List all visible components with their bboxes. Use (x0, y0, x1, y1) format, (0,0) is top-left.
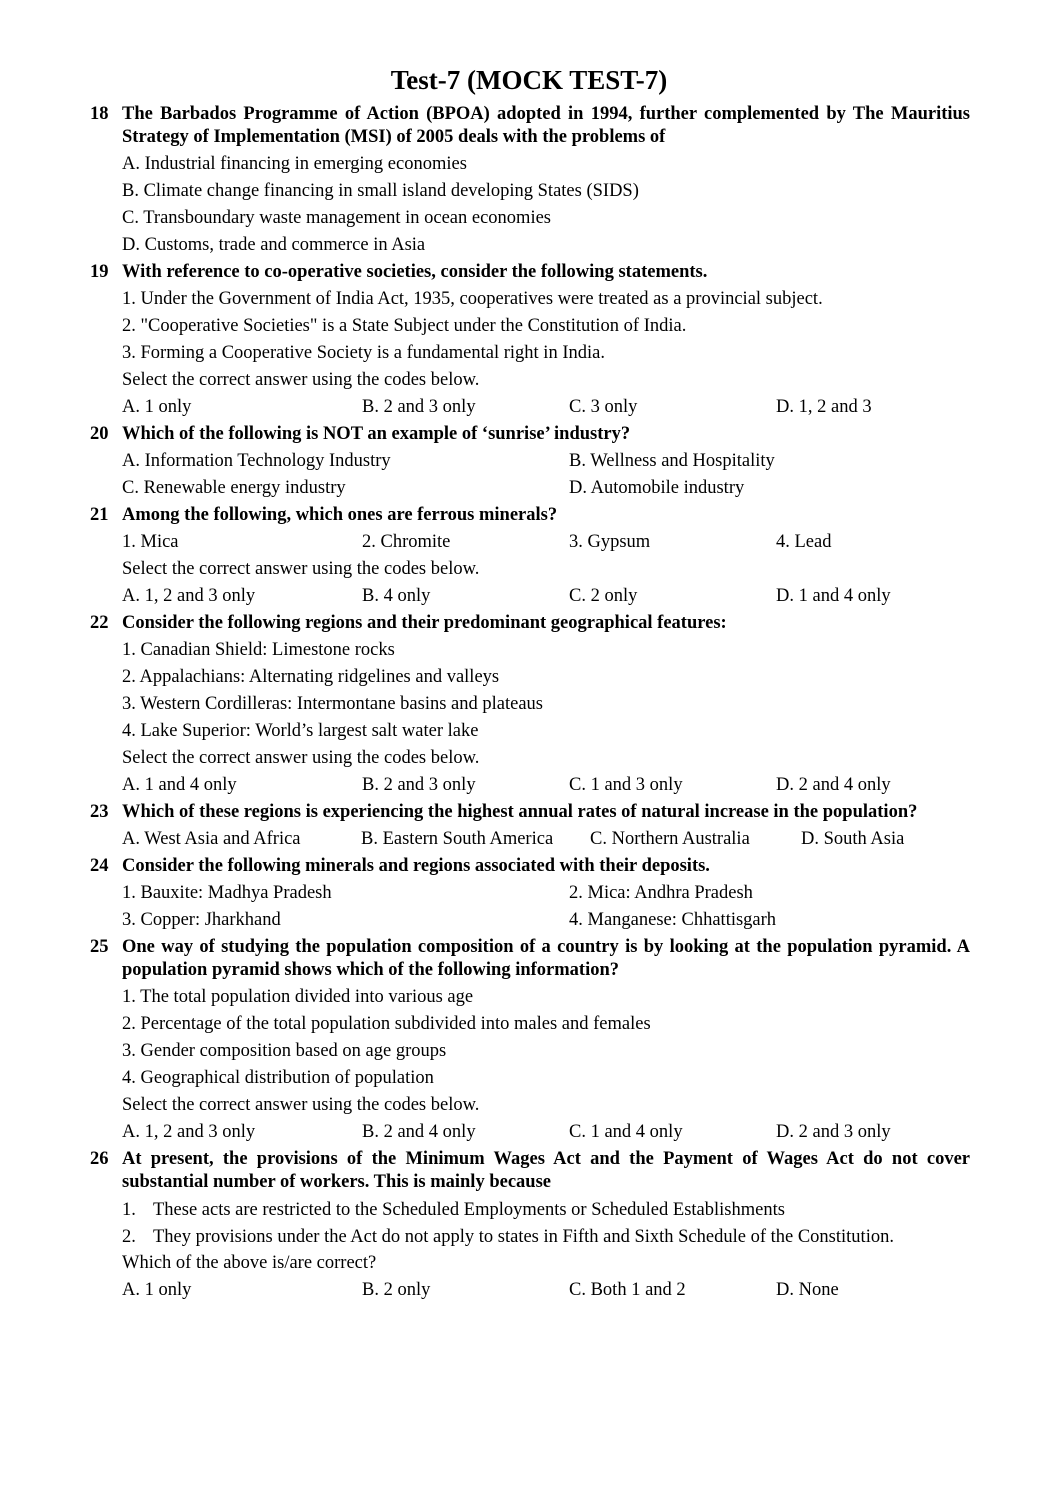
statement: 3. Gypsum (569, 532, 651, 552)
statement: 1. Bauxite: Madhya Pradesh (122, 883, 332, 903)
statement-text: They provisions under the Act do not apply to states in Fifth and Sixth Schedule of the Constitution. (153, 1226, 894, 1247)
statement: 3. Gender composition based on age groups (122, 1041, 447, 1061)
question-body (122, 934, 970, 1146)
page-title: Test-7 (MOCK TEST-7) (390, 65, 668, 95)
question-list (90, 101, 970, 1304)
answer-option[interactable]: A. 1, 2 and 3 only (122, 586, 256, 606)
answer-option[interactable]: A. 1 only (122, 397, 192, 417)
question-19 (90, 259, 970, 421)
statement: 2. Percentage of the total population subdivided into males and females (122, 1014, 651, 1034)
question-number: 22 (90, 613, 109, 633)
question-stem: Among the following, which ones are ferrous minerals? (122, 505, 558, 525)
answer-option[interactable]: D. 1, 2 and 3 (776, 397, 872, 417)
answer-option[interactable]: A. Information Technology Industry (122, 451, 391, 471)
answer-option[interactable]: A. West Asia and Africa (122, 829, 301, 849)
answer-option[interactable]: D. 2 and 3 only (776, 1122, 891, 1142)
question-stem: With reference to co-operative societies, consider the following statements. (122, 262, 708, 282)
answer-option[interactable]: B. 2 and 3 only (362, 397, 476, 417)
answer-option[interactable]: C. Transboundary waste management in ocean economies (122, 208, 551, 228)
statement: 3. Copper: Jharkhand (122, 910, 281, 930)
question-number: 18 (90, 104, 109, 124)
answer-option[interactable]: D. None (776, 1280, 839, 1300)
question-number: 23 (90, 802, 109, 822)
question-number: 26 (90, 1149, 109, 1169)
statement: 2. Appalachians: Alternating ridgelines and valleys (122, 667, 500, 687)
answer-option[interactable]: D. 1 and 4 only (776, 586, 891, 606)
question-stem: At present, the provisions of the Minimum Wages Act and the Payment of Wages Act do not cover substantial number of workers. This is mainly because (122, 1149, 970, 1192)
answer-option[interactable]: C. 1 and 3 only (569, 775, 683, 795)
statement: 4. Lake Superior: World’s largest salt water lake (122, 721, 479, 741)
statement-number: 1. (122, 1199, 136, 1220)
answer-option[interactable]: C. Both 1 and 2 (569, 1280, 686, 1300)
statement: 1. Mica (122, 532, 179, 552)
answer-options (122, 1277, 970, 1304)
answer-option[interactable]: C. Northern Australia (590, 829, 750, 849)
answer-option[interactable]: A. 1 only (122, 1280, 192, 1300)
question-21 (90, 502, 970, 610)
question-body (122, 799, 970, 853)
answer-options (122, 448, 970, 502)
answer-option[interactable]: A. 1 and 4 only (122, 775, 237, 795)
statement: 4. Lead (776, 532, 832, 552)
question-body (122, 502, 970, 610)
question-25 (90, 934, 970, 1146)
answer-option[interactable]: B. 2 only (362, 1280, 431, 1300)
answer-options (122, 826, 970, 853)
question-body (122, 259, 970, 421)
answer-option[interactable]: D. 2 and 4 only (776, 775, 891, 795)
question-20 (90, 421, 970, 502)
answer-option[interactable]: B. 4 only (362, 586, 431, 606)
answer-option[interactable]: C. 3 only (569, 397, 638, 417)
question-stem: Consider the following regions and their predominant geographical features: (122, 613, 727, 633)
question-number: 19 (90, 262, 109, 282)
answer-option[interactable]: C. Renewable energy industry (122, 478, 346, 498)
question-body (122, 101, 970, 259)
answer-option[interactable]: D. Automobile industry (569, 478, 745, 498)
question-number: 25 (90, 937, 109, 957)
statement-number: 2. (122, 1226, 136, 1247)
answer-prompt: Select the correct answer using the codes below. (122, 370, 480, 390)
question-26 (90, 1146, 970, 1304)
question-23 (90, 799, 970, 853)
question-number: 21 (90, 505, 109, 525)
answer-prompt: Select the correct answer using the codes below. (122, 748, 480, 768)
answer-options (122, 772, 970, 799)
question-stem: The Barbados Programme of Action (BPOA) adopted in 1994, further complemented by The Mauritius Strategy of Implementation (MSI) of 2005 deals with the problems of (122, 104, 970, 147)
question-number: 24 (90, 856, 109, 876)
answer-option[interactable]: B. Climate change financing in small island developing States (SIDS) (122, 181, 639, 201)
answer-option[interactable]: B. Wellness and Hospitality (569, 451, 775, 471)
question-number: 20 (90, 424, 109, 444)
question-22 (90, 610, 970, 799)
question-body (122, 610, 970, 799)
question-body (122, 1146, 970, 1304)
answer-option[interactable]: C. 1 and 4 only (569, 1122, 683, 1142)
answer-option[interactable]: C. 2 only (569, 586, 638, 606)
statement: 3. Western Cordilleras: Intermontane basins and plateaus (122, 694, 543, 714)
answer-option[interactable]: A. 1, 2 and 3 only (122, 1122, 256, 1142)
statement: 2. Chromite (362, 532, 451, 552)
statement (122, 1196, 970, 1223)
statement: 1. Under the Government of India Act, 1935, cooperatives were treated as a provincial subject. (122, 289, 823, 309)
answer-option[interactable]: B. 2 and 4 only (362, 1122, 476, 1142)
question-stem: Which of these regions is experiencing the highest annual rates of natural increase in the population? (122, 802, 918, 822)
statement: 2. Mica: Andhra Pradesh (569, 883, 753, 903)
statement: 4. Manganese: Chhattisgarh (569, 910, 777, 930)
answer-option[interactable]: D. Customs, trade and commerce in Asia (122, 235, 426, 255)
question-stem: Which of the following is NOT an example of ‘sunrise’ industry? (122, 424, 631, 444)
answer-option[interactable]: A. Industrial financing in emerging economies (122, 154, 467, 174)
statement-grid (122, 529, 970, 556)
statement: 4. Geographical distribution of population (122, 1068, 434, 1088)
answer-option[interactable]: D. South Asia (801, 829, 905, 849)
answer-prompt: Which of the above is/are correct? (122, 1253, 377, 1273)
question-24 (90, 853, 970, 934)
question-body (122, 853, 970, 934)
question-body (122, 421, 970, 502)
answer-options (122, 394, 970, 421)
statement: 1. The total population divided into various age (122, 987, 474, 1007)
statement: 1. Canadian Shield: Limestone rocks (122, 640, 395, 660)
statement-grid (122, 880, 970, 934)
statement: 3. Forming a Cooperative Society is a fundamental right in India. (122, 343, 605, 363)
question-18 (90, 101, 970, 259)
statement (122, 1223, 970, 1250)
question-stem: Consider the following minerals and regions associated with their deposits. (122, 856, 710, 876)
answer-option[interactable]: B. 2 and 3 only (362, 775, 476, 795)
question-stem: One way of studying the population composition of a country is by looking at the population pyramid. A population pyramid shows which of the following information? (122, 937, 970, 980)
answer-option[interactable]: B. Eastern South America (361, 829, 554, 849)
statement: 2. "Cooperative Societies" is a State Subject under the Constitution of India. (122, 316, 687, 336)
statement-text: These acts are restricted to the Scheduled Employments or Scheduled Establishments (153, 1199, 785, 1220)
answer-prompt: Select the correct answer using the codes below. (122, 1095, 480, 1115)
answer-prompt: Select the correct answer using the codes below. (122, 559, 480, 579)
answer-options (122, 583, 970, 610)
answer-options (122, 1119, 970, 1146)
